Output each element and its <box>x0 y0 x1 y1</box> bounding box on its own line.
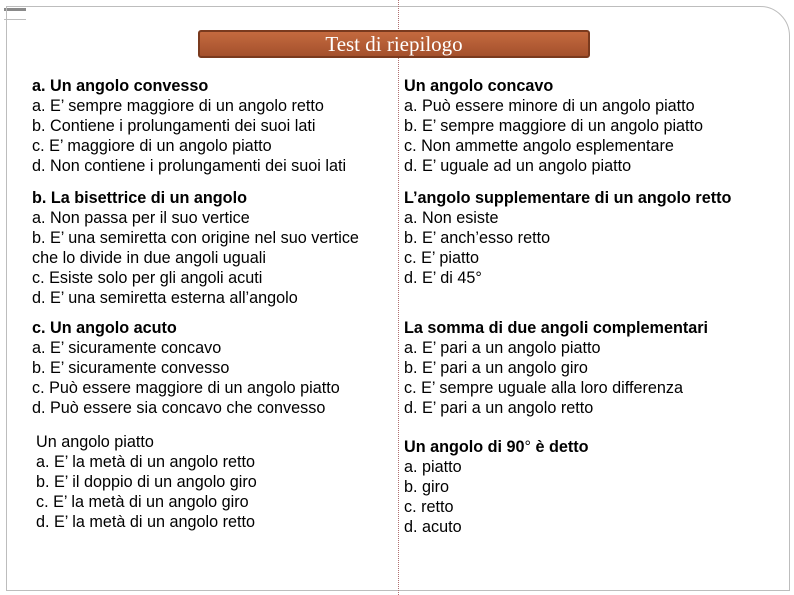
question-supplementary-angle <box>404 188 731 288</box>
answer-option: a. Può essere minore di un angolo piatto <box>404 97 695 116</box>
question-straight-angle <box>36 432 257 532</box>
answer-option: d. Non contiene i prolungamenti dei suoi lati <box>32 157 347 176</box>
answer-option: c. retto <box>404 498 454 517</box>
answer-option: b. Contiene i prolungamenti dei suoi lati <box>32 117 316 136</box>
answer-option: d. acuto <box>404 518 462 537</box>
answer-option: c. Non ammette angolo esplementare <box>404 137 674 156</box>
page-title: Test di riepilogo <box>198 30 590 58</box>
heading-part: Un angolo di 90 <box>404 438 525 456</box>
answer-option: d. E’ di 45° <box>404 269 482 288</box>
question-bisector <box>32 188 359 309</box>
answer-option: a. E’ pari a un angolo piatto <box>404 339 601 358</box>
degree-symbol: ° <box>524 438 531 456</box>
question-heading: Un angolo concavo <box>404 77 554 95</box>
answer-option: d. E’ una semiretta esterna all’angolo <box>32 289 298 308</box>
answer-option: a. piatto <box>404 458 462 477</box>
heading-part: è detto <box>531 438 589 456</box>
answer-option: b. E’ anch’esso retto <box>404 229 551 248</box>
answer-option: b. E’ pari a un angolo giro <box>404 359 588 378</box>
answer-option: a. Non esiste <box>404 209 499 228</box>
question-heading <box>404 437 589 457</box>
answer-option: c. E’ maggiore di un angolo piatto <box>32 137 272 156</box>
answer-option: b. E’ sicuramente convesso <box>32 359 230 378</box>
question-heading: Un angolo piatto <box>36 433 154 451</box>
answer-option: a. Non passa per il suo vertice <box>32 209 250 228</box>
answer-option: d. Può essere sia concavo che convesso <box>32 399 326 418</box>
answer-option: c. E’ piatto <box>404 249 479 268</box>
answer-option: d. E’ la metà di un angolo retto <box>36 513 255 532</box>
question-heading: La somma di due angoli complementari <box>404 319 709 337</box>
answer-option: d. E’ uguale ad un angolo piatto <box>404 157 632 176</box>
question-convex-angle <box>32 76 346 176</box>
answer-option: che lo divide in due angoli uguali <box>32 249 266 268</box>
question-acute-angle <box>32 318 340 418</box>
answer-option: d. E’ pari a un angolo retto <box>404 399 594 418</box>
answer-option: c. E’ la metà di un angolo giro <box>36 493 249 512</box>
answer-option: a. E’ sempre maggiore di un angolo retto <box>32 97 324 116</box>
question-concave-angle <box>404 76 703 176</box>
answer-option: b. E’ una semiretta con origine nel suo vertice <box>32 229 359 248</box>
question-90-degree-angle <box>404 437 589 537</box>
question-complementary-angles <box>404 318 708 418</box>
column-divider <box>398 0 399 595</box>
question-heading: L’angolo supplementare di un angolo retto <box>404 189 732 207</box>
answer-option: a. E’ sicuramente concavo <box>32 339 222 358</box>
answer-option: c. Esiste solo per gli angoli acuti <box>32 269 263 288</box>
question-heading: c. Un angolo acuto <box>32 319 177 337</box>
answer-option: b. giro <box>404 478 449 497</box>
answer-option: a. E’ la metà di un angolo retto <box>36 453 255 472</box>
answer-option: c. Può essere maggiore di un angolo piatto <box>32 379 340 398</box>
question-heading: a. Un angolo convesso <box>32 77 209 95</box>
answer-option: b. E’ sempre maggiore di un angolo piatto <box>404 117 704 136</box>
answer-option: c. E’ sempre uguale alla loro differenza <box>404 379 683 398</box>
question-heading: b. La bisettrice di un angolo <box>32 189 247 207</box>
answer-option: b. E’ il doppio di un angolo giro <box>36 473 257 492</box>
